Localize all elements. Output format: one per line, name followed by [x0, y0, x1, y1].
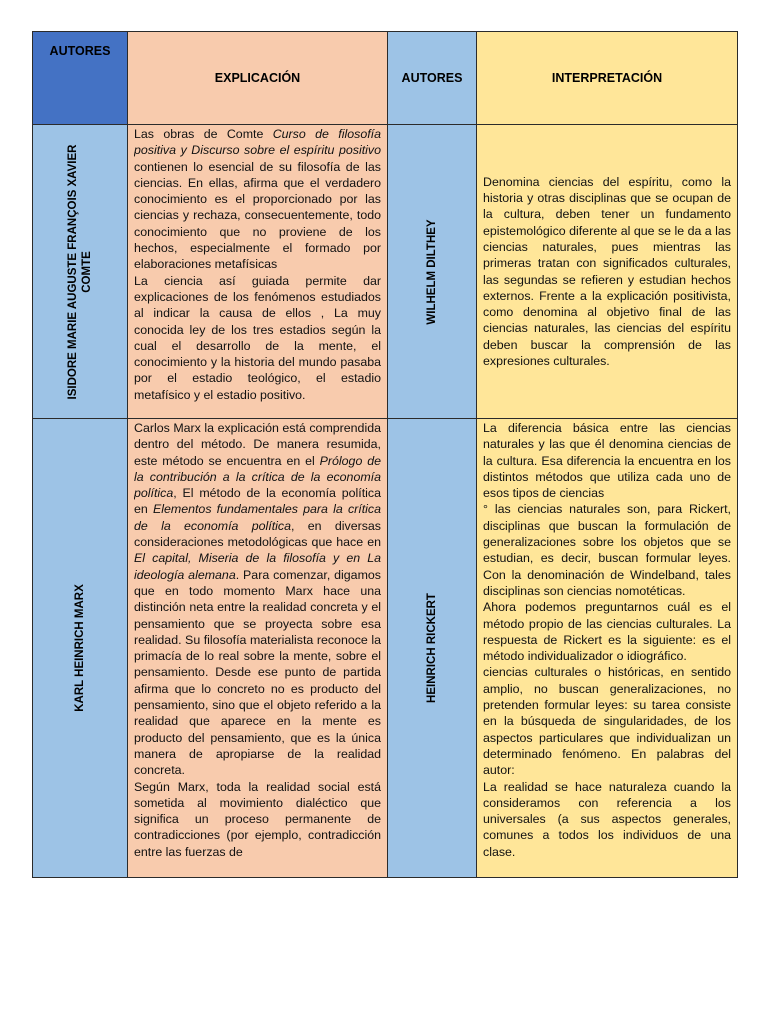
explicacion-cell-marx: [128, 419, 388, 878]
author-cell-rickert: [388, 419, 477, 878]
author-cell-dilthey: [388, 125, 477, 419]
author-cell-marx: [33, 419, 128, 878]
author-name-rickert: HEINRICH RICKERT: [426, 593, 438, 703]
text-span: , El método de la economía política en: [134, 486, 381, 517]
author-name-comte: ISIDORE MARIE AUGUSTE FRANÇOIS XAVIER COMTE: [67, 144, 93, 399]
interpretacion-rickert-paragraph-5: La realidad se hace naturaleza cuando la consideramos con referencia a los universales (a sus aspectos generales, comunes a todos los individuos de una clase.: [483, 779, 731, 859]
interpretacion-cell-rickert: [477, 419, 738, 878]
italic-book-title: Prólogo de la contribución a la crítica de la economía política: [134, 453, 381, 501]
explicacion-text-comte: [134, 126, 381, 416]
explicacion-marx-paragraph-2: Según Marx, toda la realidad social está sometida al movimiento dialéctico que significa un proceso permanente de contradicciones (por ejemplo, contradicción entre las fuerzas de: [134, 779, 381, 859]
table-row: [33, 125, 738, 419]
explicacion-comte-paragraph-1: [134, 126, 381, 273]
header-explicacion: [128, 32, 388, 125]
header-autores-right: [388, 32, 477, 125]
header-autores-left: [33, 32, 128, 125]
table-row: [33, 419, 738, 878]
text-span: Las obras de Comte: [134, 127, 273, 141]
text-span: . Para comenzar, digamos que en todo momento Marx hace una distinción neta entre la realidad concreta y el pensamiento que se proyecta sobre esa realidad. Su filosofía materialista reconoce la primacía de lo real sobre la mente, sobre el pensamiento. Desde ese punto de partida afirma que lo concreto no es producto del pensamiento, sino que el objeto referido a la realidad que aparece en la mente es producto del pensamiento, que es la única manera de apropiarse de la realidad concreta.: [134, 567, 381, 778]
header-interpretacion: [477, 32, 738, 125]
interpretacion-rickert-paragraph-1: La diferencia básica entre las ciencias naturales y las que él denomina ciencias de la cultura. Esa diferencia la encuentra en los distintos métodos que utiliza cada uno de esos tipos de ciencias: [483, 421, 731, 501]
header-explicacion-label: EXPLICACIÓN: [214, 71, 301, 85]
header-autores-right-label: AUTORES: [401, 71, 463, 85]
explicacion-text-marx: [134, 420, 381, 876]
header-autores-left-label: AUTORES: [49, 44, 111, 58]
author-cell-comte: [33, 125, 128, 419]
explicacion-comte-paragraph-2: La ciencia así guiada permite dar explicaciones de los fenómenos estudiados al indicar la causa de ellos , La muy conocida ley de los tres estadios según la cual el desarrollo de la mente, el conocimiento y la historia del mundo pasaba por el estadio teológico, el estadio metafísico y el estadio positivo.: [134, 273, 381, 402]
text-span: Carlos Marx la explicación está comprendida dentro del método. De manera resumida, este método se encuentra en el: [134, 421, 381, 468]
explicacion-marx-paragraph-1: [134, 420, 381, 779]
interpretacion-cell-dilthey: [477, 125, 738, 419]
italic-book-title: Elementos fundamentales para la crítica de la economía política: [134, 502, 381, 533]
author-name-dilthey: WILHELM DILTHEY: [426, 218, 438, 325]
italic-book-titles: Curso de filosofía positiva y Discurso sobre el espíritu positivo: [134, 127, 381, 158]
interpretacion-rickert-paragraph-4: ciencias culturales o históricas, en sentido amplio, no buscan generalizaciones, no pretenden formular leyes: su tarea consiste en la búsqueda de singularidades, de los aspectos particulares que individualizan un determinado fenómeno. En palabras del autor:: [483, 665, 731, 778]
interpretacion-rickert-paragraph-3: Ahora podemos preguntarnos cuál es el método propio de las ciencias culturales. La respuesta de Rickert es la siguiente: es el método individualizador o idiográfico.: [483, 600, 731, 664]
table-header-row: [33, 32, 738, 125]
author-name-marx: KARL HEINRICH MARX: [74, 584, 86, 712]
italic-book-titles: El capital, Miseria de la filosofía y en La ideología alemana: [134, 551, 381, 582]
text-span: , en diversas consideraciones metodológicas que hace en: [134, 518, 381, 550]
explicacion-cell-comte: [128, 125, 388, 419]
comparison-table: [32, 31, 738, 878]
interpretacion-rickert-paragraph-2: ° las ciencias naturales son, para Rickert, disciplinas que buscan la formulación de generalizaciones sobre los objetos que se estudian, es decir, buscan formular leyes. Con la denominación de Windelband, tales disciplinas son ciencias nomotéticas.: [483, 502, 731, 598]
header-interpretacion-label: INTERPRETACIÓN: [551, 71, 663, 85]
interpretacion-text-rickert: [483, 420, 731, 860]
interpretacion-text-dilthey: Denomina ciencias del espíritu, como la historia y otras disciplinas que se ocupan de la cultura, deben tener un fundamento epistemológico diferente al que se le da a las ciencias naturales, pues mientras las primeras tratan con significados culturales, las segundas se refieren y estudian hechos externos. Frente a la explicación positivista, como denomina al objetivo final de las ciencias naturales, las ciencias del espíritu deben buscar la comprensión de las expresiones culturales.: [483, 174, 731, 368]
text-span: contienen lo esencial de su filosofía de las ciencias. En ellas, afirma que el verdadero conocimiento es el proporcionado por las ciencias y rechaza, consecuentemente, todo conocimiento que no proviene de los hechos, especialmente el formado por elaboraciones metafísicas: [134, 159, 381, 272]
